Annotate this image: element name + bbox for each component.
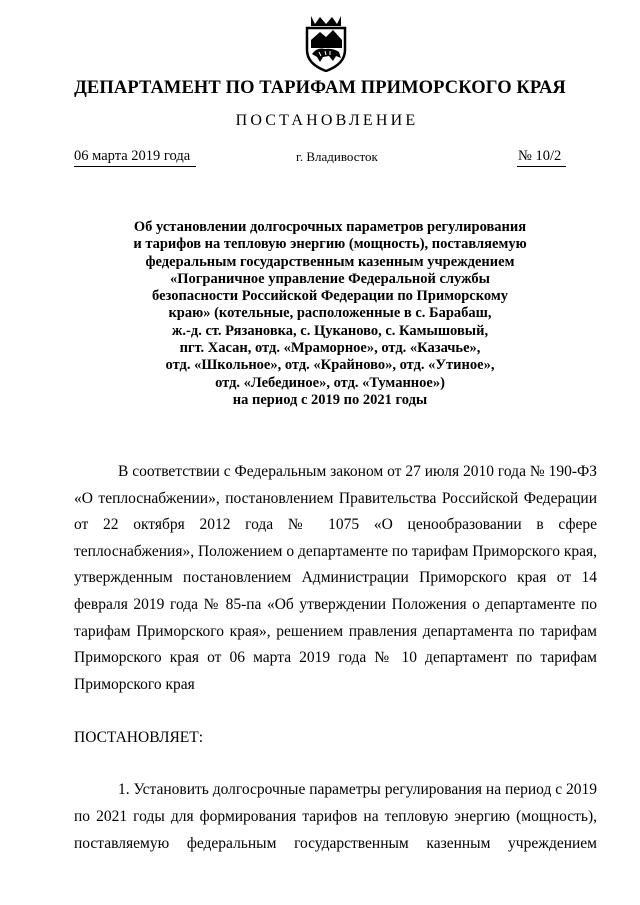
title-line: краю» (котельные, расположенные в с. Барабаш, — [168, 305, 492, 322]
title-line: на период с 2019 по 2021 годы — [232, 391, 428, 408]
title-line: отд. «Лебединое», отд. «Туманное») — [215, 374, 445, 391]
date-underline — [74, 166, 196, 167]
document-number: № 10/2 — [518, 148, 562, 164]
title-line: и тарифов на тепловую энергию (мощность), поставляемую — [133, 236, 527, 253]
document-title — [100, 219, 560, 409]
title-line: Об установлении долгосрочных параметров регулирования — [133, 219, 527, 235]
title-line: федеральным государственным казенным учреждением — [145, 253, 515, 270]
decree-word: ПОСТАНОВЛЯЕТ: — [74, 729, 204, 746]
number-underline — [517, 166, 566, 167]
title-line: «Пограничное управление Федеральной службы — [170, 270, 490, 287]
preamble-paragraph: В соответствии с Федеральным законом от 27 июля 2010 года № 190-ФЗ «О теплоснабжении», постановлением Правительства Российской Федерации от 22 октября 2012 года № 1075 «О ценообразовании в сфере теплоснабжения», Положением о департаменте по тарифам Приморского края, утвержденным постановлением Администрации Приморского края от 14 февраля 2019 года № 85-па «Об утверждении Положения о департаменте по тарифам Приморского края», решением правления департамента по тарифам Приморского края от 06 марта 2019 года № 10 департамент по тарифам Приморского края — [74, 463, 597, 693]
coat-of-arms-tiger-icon — [303, 12, 349, 72]
title-line: ж.-д. ст. Рязановка, с. Цуканово, с. Камышовый, — [171, 322, 489, 339]
document-type: ПОСТАНОВЛЕНИЕ — [235, 112, 419, 129]
department-name: ДЕПАРТАМЕНТ ПО ТАРИФАМ ПРИМОРСКОГО КРАЯ — [74, 78, 566, 98]
title-line: пгт. Хасан, отд. «Мраморное», отд. «Казачье», — [179, 340, 481, 357]
document-date: 06 марта 2019 года — [74, 148, 191, 164]
title-line: отд. «Школьное», отд. «Крайново», отд. «Утиное», — [165, 357, 495, 374]
item-1-paragraph: 1. Установить долгосрочные параметры регулирования на период с 2019 по 2021 годы для формирования тарифов на тепловую энергию (мощность), поставляемую федеральным государственным казенным учреждением — [74, 781, 597, 853]
preamble-block — [74, 459, 597, 698]
title-line: безопасности Российской Федерации по Приморскому — [152, 288, 508, 305]
document-city: г. Владивосток — [296, 149, 378, 164]
